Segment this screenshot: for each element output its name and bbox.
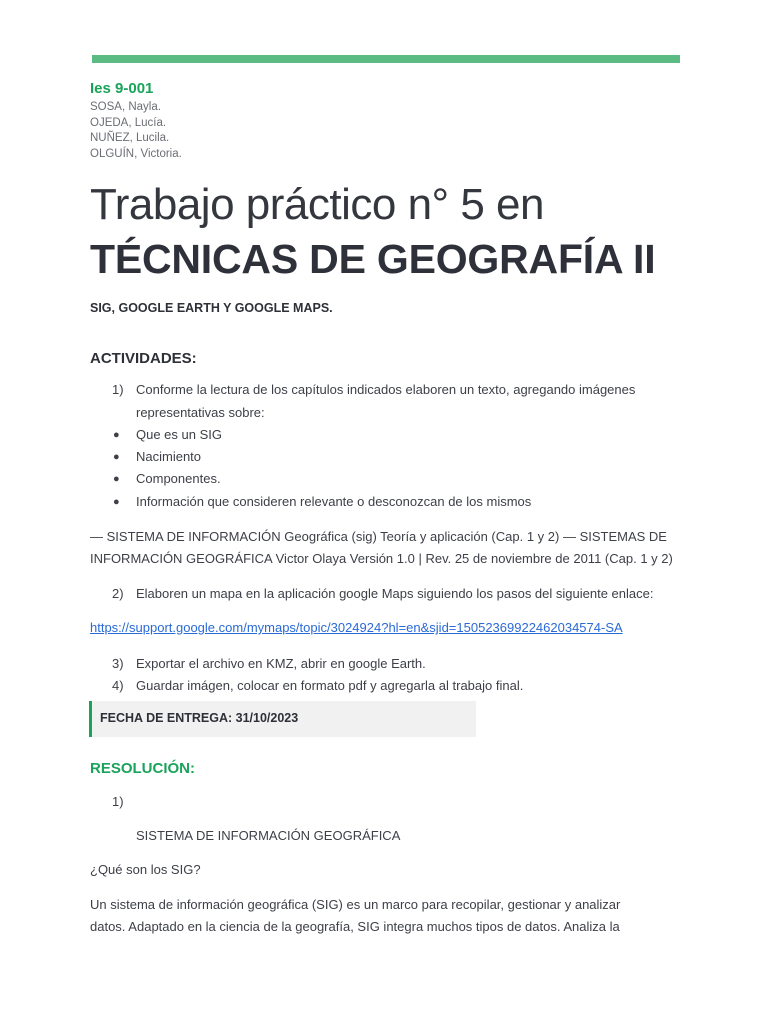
due-date-text: FECHA DE ENTREGA: 31/10/2023 [100,711,299,725]
bullet-icon: ● [113,473,120,485]
bullet-item: Nacimiento [136,449,202,464]
question-text: ¿Qué son los SIG? [90,862,201,877]
paragraph-line-2: datos. Adaptado en la ciencia de la geografía, SIG integra muchos tipos de datos. Analiza la [90,919,620,934]
resolution-number-row [0,791,768,815]
bullet-item: Componentes. [136,471,221,486]
activity-list [0,379,768,519]
list-number: 1) [112,794,124,809]
list-number: 4) [112,678,124,693]
header-accent-bar [92,55,680,63]
reference-line-2: INFORMACIÓN GEOGRÁFICA Victor Olaya Versión 1.0 | Rev. 25 de noviembre de 2011 (Cap. 1 y 2) [90,551,673,566]
google-maps-link[interactable]: https://support.google.com/mymaps/topic/3024924?hl=en&sjid=15052369922462034574-SA [90,620,623,635]
subtitle: SIG, GOOGLE EARTH Y GOOGLE MAPS. [90,301,333,315]
activity-list-continued [0,653,768,699]
list-number: 3) [112,656,124,671]
author-name: SOSA, Nayla. [90,101,161,113]
activity-item-4: Guardar imágen, colocar en formato pdf y agregarla al trabajo final. [136,678,524,693]
resolucion-heading: RESOLUCIÓN: [90,760,195,777]
school-label: Ies 9-001 [90,80,154,97]
activity-item-1-cont: representativas sobre: [136,405,265,420]
title-line-2: TÉCNICAS DE GEOGRAFÍA II [90,236,656,282]
paragraph-line-1: Un sistema de información geográfica (SIG) es un marco para recopilar, gestionar y analizar [90,897,621,912]
activity-item-3: Exportar el archivo en KMZ, abrir en google Earth. [136,656,426,671]
list-number: 2) [112,586,124,601]
author-name: OJEDA, Lucía. [90,117,167,129]
activity-item-2-row [0,583,768,607]
bullet-icon: ● [113,429,120,441]
section-title: SISTEMA DE INFORMACIÓN GEOGRÁFICA [136,828,401,843]
reference-line-1: — SISTEMA DE INFORMACIÓN Geográfica (sig) Teoría y aplicación (Cap. 1 y 2) — SISTEMAS DE [90,529,667,544]
author-name: OLGUÍN, Victoria. [90,148,182,160]
title-line-1: Trabajo práctico n° 5 en [90,180,544,229]
activity-item-2: Elaboren un mapa en la aplicación google Maps siguiendo los pasos del siguiente enlace: [136,586,654,601]
bullet-icon: ● [113,496,120,508]
bullet-icon: ● [113,451,120,463]
due-date-callout [89,701,476,737]
actividades-heading: ACTIVIDADES: [90,350,197,367]
author-name: NUÑEZ, Lucila. [90,132,170,144]
bullet-item: Información que consideren relevante o desconozcan de los mismos [136,494,532,509]
list-number: 1) [112,382,124,397]
bullet-item: Que es un SIG [136,427,222,442]
activity-item-1: Conforme la lectura de los capítulos indicados elaboren un texto, agregando imágenes [136,382,636,397]
